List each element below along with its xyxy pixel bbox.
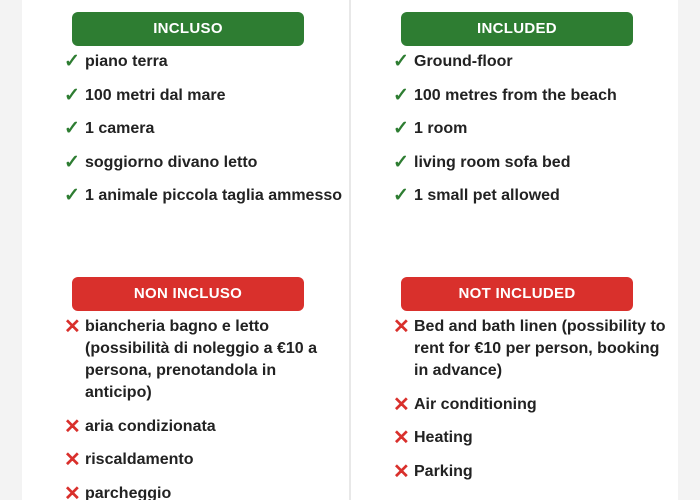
english-column <box>351 0 678 500</box>
cross-icon: ✕ <box>64 415 81 438</box>
list-item: ✓ 1 camera <box>64 118 155 139</box>
cross-icon: ✕ <box>393 427 410 449</box>
check-icon: ✓ <box>64 51 80 72</box>
cross-icon: ✕ <box>393 393 410 416</box>
cross-icon: ✕ <box>64 482 81 500</box>
list-item: ✕ Air conditioning <box>393 393 537 416</box>
list-item: ✓ living room sofa bed <box>393 151 571 173</box>
list-item: ✕ Parking <box>393 460 473 483</box>
check-icon: ✓ <box>393 185 409 206</box>
included-list-en <box>391 51 671 219</box>
not-included-header-it: NON INCLUSO <box>72 277 304 311</box>
cross-icon: ✕ <box>393 460 410 483</box>
cross-icon: ✕ <box>393 316 410 338</box>
list-item: ✕ biancheria bagno e letto (possibilità di noleggio a €10 a persona, prenotandola in anticipo) <box>64 316 318 401</box>
check-icon: ✓ <box>64 185 80 206</box>
check-icon: ✓ <box>393 118 409 139</box>
list-item: ✓ Ground-floor <box>393 51 513 72</box>
included-header-en: INCLUDED <box>401 12 633 46</box>
check-icon: ✓ <box>64 84 80 106</box>
not-included-list-it <box>62 316 342 500</box>
list-item: ✕ parcheggio <box>62 483 342 500</box>
list-item: ✓ soggiorno divano letto <box>64 151 258 173</box>
check-icon: ✓ <box>393 84 409 106</box>
cross-icon: ✕ <box>64 316 81 338</box>
not-included-header-en: NOT INCLUDED <box>401 277 633 311</box>
list-item: ✓ 1 small pet allowed <box>393 185 560 206</box>
check-icon: ✓ <box>393 51 409 72</box>
check-icon: ✓ <box>393 151 409 173</box>
not-included-list-en <box>391 316 671 494</box>
italian-column <box>22 0 349 500</box>
check-icon: ✓ <box>64 151 80 173</box>
list-item: ✕ riscaldamento <box>64 449 194 471</box>
included-list-it <box>62 51 342 219</box>
check-icon: ✓ <box>64 118 80 139</box>
included-header-it: INCLUSO <box>72 12 304 46</box>
list-item: ✓ 1 room <box>393 118 468 139</box>
cross-icon: ✕ <box>64 449 81 471</box>
list-item: ✓ 100 metri dal mare <box>64 84 226 106</box>
list-item: ✕ Heating <box>393 427 473 449</box>
list-item: ✓ 100 metres from the beach <box>393 84 617 106</box>
list-item: ✓ piano terra <box>64 51 168 72</box>
list-item: ✓ 1 animale piccola taglia ammesso <box>64 185 343 206</box>
list-item: ✕ aria condizionata <box>64 415 216 438</box>
list-item: ✕ Bed and bath linen (possibility to rent for €10 per person, booking in advance) <box>393 316 666 379</box>
